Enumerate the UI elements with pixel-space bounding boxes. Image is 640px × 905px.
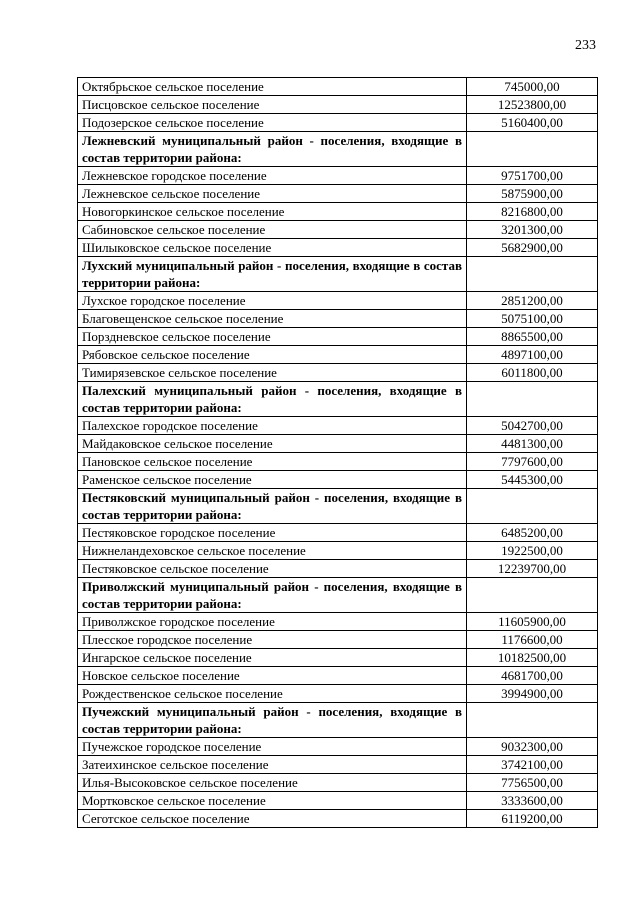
district-name-cell: Пестяковский муниципальный район - поселения, входящие в состав территории района: — [78, 489, 467, 524]
amount-cell — [467, 578, 598, 613]
table-row — [78, 667, 598, 685]
district-header-row — [78, 382, 598, 417]
district-header-row — [78, 132, 598, 167]
amount-cell: 9751700,00 — [467, 167, 598, 185]
table-row — [78, 560, 598, 578]
amount-cell: 9032300,00 — [467, 738, 598, 756]
district-name-cell: Приволжский муниципальный район - поселения, входящие в состав территории района: — [78, 578, 467, 613]
district-name-cell: Лежневский муниципальный район - поселения, входящие в состав территории района: — [78, 132, 467, 167]
district-header-row — [78, 489, 598, 524]
settlement-name-cell: Илья-Высоковское сельское поселение — [78, 774, 467, 792]
settlement-name-cell: Октябрьское сельское поселение — [78, 78, 467, 96]
settlement-name-cell: Лухское городское поселение — [78, 292, 467, 310]
amount-cell: 3333600,00 — [467, 792, 598, 810]
amount-cell: 4681700,00 — [467, 667, 598, 685]
amount-cell: 5160400,00 — [467, 114, 598, 132]
amount-cell: 5875900,00 — [467, 185, 598, 203]
amount-cell: 5445300,00 — [467, 471, 598, 489]
settlement-name-cell: Лежневское городское поселение — [78, 167, 467, 185]
table-row — [78, 292, 598, 310]
amount-cell: 6485200,00 — [467, 524, 598, 542]
settlement-name-cell: Сеготское сельское поселение — [78, 810, 467, 828]
settlement-name-cell: Палехское городское поселение — [78, 417, 467, 435]
settlement-name-cell: Подозерское сельское поселение — [78, 114, 467, 132]
table-row — [78, 78, 598, 96]
table-row — [78, 328, 598, 346]
amount-cell — [467, 703, 598, 738]
settlement-name-cell: Майдаковское сельское поселение — [78, 435, 467, 453]
table-row — [78, 649, 598, 667]
amount-cell: 5682900,00 — [467, 239, 598, 257]
table-row — [78, 167, 598, 185]
district-header-row — [78, 703, 598, 738]
settlement-name-cell: Шилыковское сельское поселение — [78, 239, 467, 257]
settlement-name-cell: Нижнеландеховское сельское поселение — [78, 542, 467, 560]
table-row — [78, 114, 598, 132]
district-name-cell: Лухский муниципальный район - поселения, входящие в состав территории района: — [78, 257, 467, 292]
settlement-name-cell: Раменское сельское поселение — [78, 471, 467, 489]
table-row — [78, 756, 598, 774]
table-row — [78, 453, 598, 471]
amount-cell: 1176600,00 — [467, 631, 598, 649]
amount-cell: 12523800,00 — [467, 96, 598, 114]
amount-cell: 6011800,00 — [467, 364, 598, 382]
table-row — [78, 239, 598, 257]
amount-cell: 6119200,00 — [467, 810, 598, 828]
amount-cell: 5042700,00 — [467, 417, 598, 435]
settlement-name-cell: Сабиновское сельское поселение — [78, 221, 467, 239]
table-row — [78, 774, 598, 792]
amount-cell: 7797600,00 — [467, 453, 598, 471]
amount-cell: 3201300,00 — [467, 221, 598, 239]
table-row — [78, 631, 598, 649]
settlement-name-cell: Писцовское сельское поселение — [78, 96, 467, 114]
table-row — [78, 524, 598, 542]
table-row — [78, 364, 598, 382]
settlement-name-cell: Лежневское сельское поселение — [78, 185, 467, 203]
settlement-name-cell: Мортковское сельское поселение — [78, 792, 467, 810]
settlement-name-cell: Приволжское городское поселение — [78, 613, 467, 631]
amount-cell — [467, 132, 598, 167]
settlement-name-cell: Ингарское сельское поселение — [78, 649, 467, 667]
table-row — [78, 435, 598, 453]
amount-cell: 8216800,00 — [467, 203, 598, 221]
amount-cell: 12239700,00 — [467, 560, 598, 578]
district-name-cell: Палехский муниципальный район - поселения, входящие в состав территории района: — [78, 382, 467, 417]
settlement-name-cell: Пестяковское городское поселение — [78, 524, 467, 542]
table-row — [78, 738, 598, 756]
table-row — [78, 685, 598, 703]
amount-cell: 3994900,00 — [467, 685, 598, 703]
amount-cell — [467, 257, 598, 292]
amount-cell: 5075100,00 — [467, 310, 598, 328]
amount-cell: 4481300,00 — [467, 435, 598, 453]
settlement-name-cell: Новогоркинское сельское поселение — [78, 203, 467, 221]
table-row — [78, 346, 598, 364]
table-row — [78, 792, 598, 810]
table-row — [78, 542, 598, 560]
settlement-name-cell: Рождественское сельское поселение — [78, 685, 467, 703]
settlement-name-cell: Тимирязевское сельское поселение — [78, 364, 467, 382]
table-row — [78, 310, 598, 328]
amount-cell — [467, 382, 598, 417]
district-header-row — [78, 257, 598, 292]
settlement-name-cell: Рябовское сельское поселение — [78, 346, 467, 364]
amount-cell: 11605900,00 — [467, 613, 598, 631]
table-row — [78, 96, 598, 114]
district-name-cell: Пучежский муниципальный район - поселения, входящие в состав территории района: — [78, 703, 467, 738]
amount-cell — [467, 489, 598, 524]
amount-cell: 7756500,00 — [467, 774, 598, 792]
amount-cell: 1922500,00 — [467, 542, 598, 560]
table-row — [78, 613, 598, 631]
settlement-name-cell: Затеихинское сельское поселение — [78, 756, 467, 774]
table-row — [78, 185, 598, 203]
settlement-name-cell: Порздневское сельское поселение — [78, 328, 467, 346]
amount-cell: 2851200,00 — [467, 292, 598, 310]
amount-cell: 8865500,00 — [467, 328, 598, 346]
table-row — [78, 417, 598, 435]
amount-cell: 745000,00 — [467, 78, 598, 96]
amount-cell: 10182500,00 — [467, 649, 598, 667]
settlement-name-cell: Пестяковское сельское поселение — [78, 560, 467, 578]
settlement-name-cell: Благовещенское сельское поселение — [78, 310, 467, 328]
settlement-name-cell: Плесское городское поселение — [78, 631, 467, 649]
settlement-name-cell: Пановское сельское поселение — [78, 453, 467, 471]
page-number: 233 — [575, 38, 596, 53]
table-row — [78, 203, 598, 221]
table-row — [78, 221, 598, 239]
table-row — [78, 810, 598, 828]
settlement-name-cell: Новское сельское поселение — [78, 667, 467, 685]
amount-cell: 3742100,00 — [467, 756, 598, 774]
table-body — [78, 78, 598, 828]
table-row — [78, 471, 598, 489]
settlement-name-cell: Пучежское городское поселение — [78, 738, 467, 756]
settlement-budget-table — [77, 77, 598, 828]
amount-cell: 4897100,00 — [467, 346, 598, 364]
district-header-row — [78, 578, 598, 613]
